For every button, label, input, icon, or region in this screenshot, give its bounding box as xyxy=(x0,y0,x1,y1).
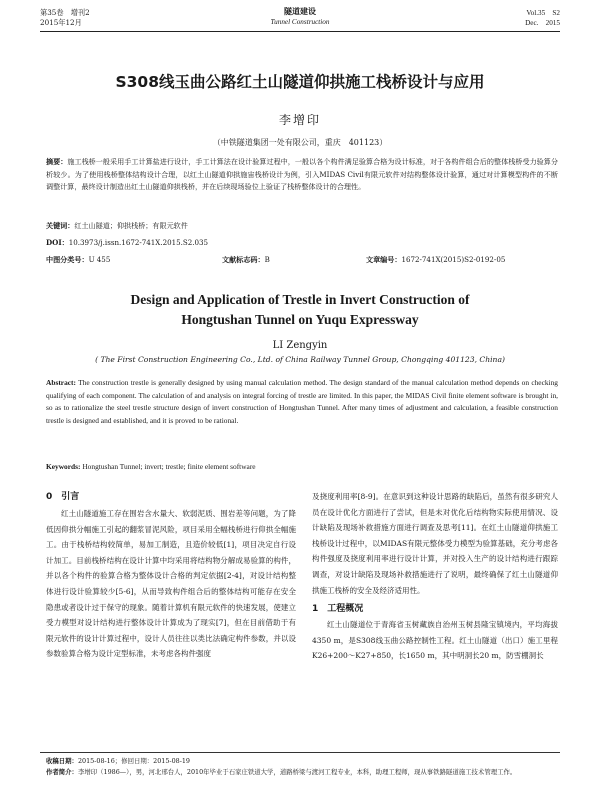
author-cn: 李增印 xyxy=(278,113,321,127)
header-date-en: Dec. 2015 xyxy=(525,19,560,27)
document-code-text: B xyxy=(264,255,270,264)
abstract-en-text: The construction trestle is generally designed by using manual calculation method. The design standard of the manual calculation method depends on checking qualifying of each component. The calculation of and analysis on integral forcing of trestle are limited. In this paper, the MIDAS Civil finite element software is brought in, so as to rationalize the steel trestle structure design of invert construction of Hongtushan Tunnel. After many times of adjustment and calculation, a feasible construction trestle is designed and established, and it is proved to be rational. xyxy=(46,378,558,425)
paper-title-cn: S308线玉曲公路红土山隧道仰拱施工栈桥设计与应用 xyxy=(115,73,485,91)
keywords-cn xyxy=(46,221,558,231)
header-volume-cn: 第35卷 增刊2 xyxy=(40,8,90,17)
footnote-received-label: 收稿日期： xyxy=(46,757,78,765)
keywords-en-label: Keywords: xyxy=(46,462,81,471)
abstract-cn-text: 施工栈桥一般采用手工计算盐进行设计，手工计算法在设计验算过程中，一般以各个构件满足验算合格为设计标准，对于各构件组合后的整体栈桥受力验算分析较少。为了使用栈桥整体结构设计合理，以红土山隧道仰拱施宙栈桥设计为例，引入MIDAS Civil有限元软件对结构整体设计验算，通过对计算模型构件的不断调整计算，最终设计制造出红土山隧道仰拱栈桥，并在后续现场验位上验证了栈桥整体设计的合理性。 xyxy=(46,157,559,192)
abstract-en xyxy=(46,377,558,427)
intro-paragraph: 红土山隧道施工存在围岩含水量大、软弱泥质、围岩差等问题，为了降低因仰拱分幅施工引起的翻浆冒泥风险，项目采用全幅栈桥进行仰拱全幅施工。由于栈桥结构较简单，易加工制造，且造价较低[1]，项目决定自行设计加工。目前栈桥结构在设计计算中均采用将结构物分解成易验算的构件，并以各个构件的验算合格为整体设计合格的判定依据[2-4]，对设计结构整体进行设计验算较少[5-6]，从而导致构件组合后的整体结构可能存在安全隐患或者设计过于保守的现象。随着计算机有限元软件的快速发展，使建立受力模型对设计结构进行整体设计计算成为了现实[7]，但在目前借助于有限元软件的设计计算过程中，设计人员往往以类比法确定构件参数，并以设参数验算合格为设计定型标准，未考虑各构件强度 xyxy=(46,509,296,659)
doi-label: DOI： xyxy=(46,238,69,247)
footnote-received xyxy=(46,756,558,766)
article-number xyxy=(366,255,505,265)
clc-number xyxy=(46,255,110,265)
abstract-cn xyxy=(46,156,558,194)
keywords-cn-label: 关键词： xyxy=(46,221,75,230)
abstract-en-label: Abstract: xyxy=(46,378,76,387)
clc-label: 中图分类号： xyxy=(46,255,89,264)
paper-title-en xyxy=(40,290,560,330)
footnote-author-bio xyxy=(46,767,558,777)
header-date-cn: 2015年12月 xyxy=(40,18,82,27)
body-right-column xyxy=(312,489,558,664)
keywords-cn-text: 红土山隧道；仰拱栈桥；有限元软件 xyxy=(74,221,188,230)
article-number-label: 文章编号： xyxy=(366,255,402,264)
keywords-en xyxy=(46,462,558,471)
body-left-column xyxy=(46,489,296,662)
author-en: LI Zengyin xyxy=(272,340,328,351)
header-volume-en: Vol.35 S2 xyxy=(526,9,560,17)
affiliation-en: ( The First Construction Engineering Co., Ltd. of China Railway Tunnel Group, Chongqing 401123, China) xyxy=(95,355,505,364)
paper-title-en-line2: Hongtushan Tunnel on Yuqu Expressway xyxy=(181,312,419,327)
footnote-author-text: 李增印（1986—），男，河北邢台人，2010年毕业于石家庄铁道大学，道路桥梁与渡河工程专业，本科，助理工程师，现从事铁路隧道施工技术管理工作。 xyxy=(77,768,517,776)
doi-text: 10.3973/j.issn.1672-741X.2015.S2.035 xyxy=(68,238,209,247)
intro-paragraph-continued: 及挠度利用率[8-9]。在意识到这种设计思路的缺陷后，虽然有很多研究人员在设计优化方面进行了尝试，但是未对优化后结构物实际使用情况、设计缺陷及现场补救措施方面进行调查及思考[11]。在红土山隧道仰拱施工栈桥设计过程中，以MIDAS有限元整体受力模型为验算基础，充分考虑各构件强度及挠度利用率进行设计计算，并对投入生产的设计结构进行跟踪调查，对设计缺陷及现场补救措施进行了说明，最终确保了红土山隧道仰拱施工栈桥的安全及经济适用性。 xyxy=(312,492,558,595)
keywords-en-text: Hongtushan Tunnel; invert; trestle; finite element software xyxy=(80,462,256,471)
paper-title-en-line1: Design and Application of Trestle in Invert Construction of xyxy=(130,292,470,307)
footnote-rule xyxy=(40,752,560,753)
project-overview-paragraph: 红土山隧道位于青海省玉树藏族自治州玉树县隆宝镇境内，平均海拔4350 m，是S308线玉曲公路控制性工程。红土山隧道（出口）施工里程K26+200～K27+850，长1650 m，其中明洞长20 m，防雪棚洞长 xyxy=(312,620,558,661)
doi xyxy=(46,238,208,248)
clc-text: U 455 xyxy=(88,255,111,264)
section-0-heading: 0 引言 xyxy=(46,492,80,502)
footnote-author-label: 作者简介： xyxy=(46,768,78,776)
document-code-label: 文献标志码： xyxy=(222,255,265,264)
header-journal-en: Tunnel Construction xyxy=(270,18,330,26)
affiliation-cn: （中铁隧道集团一处有限公司，重庆 401123） xyxy=(212,138,388,147)
section-1-heading: 1 工程概况 xyxy=(312,604,364,615)
article-number-text: 1672-741X(2015)S2-0192-05 xyxy=(401,255,506,264)
document-code xyxy=(222,255,270,265)
header-journal-cn: 隧道建设 xyxy=(284,6,316,16)
footnote-received-text: 2015-08-16；修回日期：2015-08-19 xyxy=(77,757,190,765)
abstract-cn-label: 摘要： xyxy=(46,157,68,166)
header-rule xyxy=(40,31,560,32)
